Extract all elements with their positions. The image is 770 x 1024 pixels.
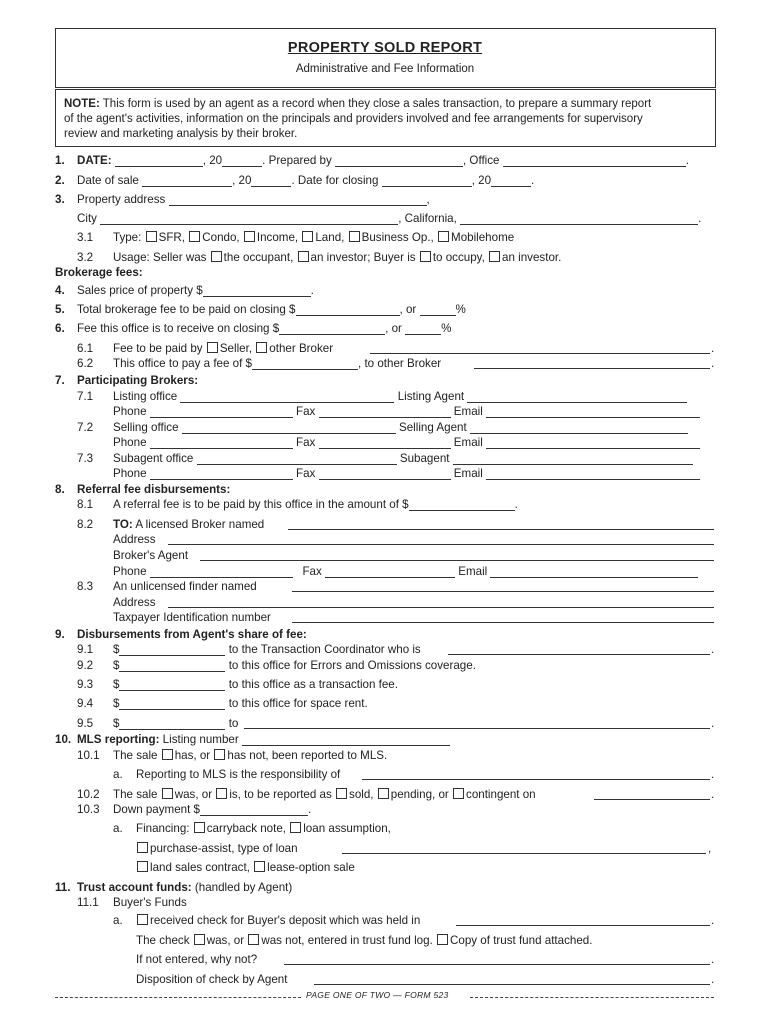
address-field[interactable] [168,533,714,545]
date-closing-field[interactable] [382,175,472,187]
subagent-field[interactable] [453,453,693,465]
eo-amount-field[interactable] [119,660,225,672]
space-rent-label: to this office for space rent. [228,697,368,710]
the-check-label: The check [136,934,190,947]
phone-label: Phone [113,467,147,480]
fax-label: Fax [296,436,316,449]
mls-heading: MLS reporting: [77,733,160,746]
item-number: 6.1 [77,342,94,355]
email-label: Email [453,405,483,418]
buyer-investor-checkbox[interactable] [489,251,500,262]
year-label: , 20 [471,174,492,187]
period: . [711,342,715,355]
referral-fee-line [113,498,518,511]
received-check-checkbox[interactable] [137,914,148,925]
form-subtitle: Administrative and Fee Information [295,63,475,75]
purchase-assist-line [136,842,298,855]
dollar-label: $ [113,678,120,691]
email-label: Email [453,467,483,480]
address-label: Address [113,596,156,609]
phone-label: Phone [113,405,147,418]
city-field[interactable] [100,213,398,225]
to-label: TO: [113,518,133,531]
email-field[interactable] [490,566,698,578]
period: . [310,284,314,297]
listing-office-field[interactable] [180,391,394,403]
if-not-entered-label: If not entered, why not? [136,953,258,966]
city-line [77,212,701,225]
investor-checkbox[interactable] [298,251,309,262]
email-field[interactable] [486,437,700,449]
received-check-label: received check for Buyer's deposit which was held in [150,914,421,927]
fax-label: Fax [296,405,316,418]
period: . [531,174,535,187]
brokers-agent-field[interactable] [200,549,714,561]
percent-label: % [455,303,466,316]
the-sale-label: The sale [113,788,158,801]
mls-reported-line [113,749,387,762]
sold-label: sold, [349,788,374,801]
check-was-checkbox[interactable] [194,934,205,945]
was-not-label: was not, entered in trust fund log. [261,934,433,947]
was-label: was, or [206,934,245,947]
note-line3: review and marketing analysis by their broker. [64,128,298,140]
date-field[interactable] [115,155,203,167]
usage-line [113,251,561,264]
business-checkbox[interactable] [349,231,360,242]
seller-label: Seller, [219,342,253,355]
header-box [55,28,716,88]
income-checkbox[interactable] [244,231,255,242]
fax-field[interactable] [319,468,451,480]
is-to-be-label: is, to be reported as [229,788,332,801]
item-number: 3.2 [77,251,94,264]
item-number: 9. [55,628,65,641]
disbursements-heading: Disbursements from Agent's share of fee: [77,628,307,641]
received-check-line [136,914,420,927]
occupant-checkbox[interactable] [211,251,222,262]
email-field[interactable] [486,468,700,480]
was-checkbox[interactable] [162,788,173,799]
period: . [711,788,715,801]
eo-line [113,659,476,672]
date-label: DATE: [77,154,112,167]
referral-heading: Referral fee disbursements: [77,483,231,496]
copy-attached-label: Copy of trust fund attached. [450,934,593,947]
period: . [711,914,715,927]
california-label: , California, [398,212,457,225]
to-label: to [228,717,239,730]
item-number: 10.2 [77,788,100,801]
type-label: Type: [113,231,142,244]
business-label: Business Op., [361,231,434,244]
sub-letter: a. [113,914,123,927]
percent-label: % [441,322,452,335]
fee-paid-by-label: Fee to be paid by [113,342,203,355]
check-entered-line [136,934,592,947]
income-label: Income, [256,231,299,244]
item-number: 7.1 [77,390,94,403]
listing-agent-field[interactable] [467,391,687,403]
office-fee-label: Fee this office is to receive on closing $ [77,322,280,335]
other-broker-checkbox[interactable] [256,342,267,353]
taxpayer-label: Taxpayer Identification number [113,611,271,624]
land-sales-line [136,861,355,874]
tx-fee-label: to this office as a transaction fee. [228,678,398,691]
office-fee-percent-field[interactable] [405,323,441,335]
to-other-broker-label: , to other Broker [358,357,442,370]
loan-assumption-checkbox[interactable] [290,822,301,833]
fax-label: Fax [302,565,322,578]
participating-heading: Participating Brokers: [77,374,199,387]
contingent-label: contingent on [466,788,536,801]
down-payment-line [113,803,311,816]
office-fee-field[interactable] [279,323,385,335]
eo-label: to this office for Errors and Omissions coverage. [228,659,476,672]
contact-line [113,565,698,578]
sales-price-label: Sales price of property $ [77,284,203,297]
unlicensed-label: An unlicensed finder named [113,580,257,593]
other-payee-field[interactable] [244,717,710,729]
item-number: 1. [55,154,65,167]
tc-label: to the Transaction Coordinator who is [228,643,421,656]
lease-option-label: lease-option sale [267,861,355,874]
fax-field[interactable] [319,406,451,418]
note-line1: This form is used by an agent as a record when they close a sales transaction, to prepare a summary report [102,98,652,110]
comma: , [426,193,430,206]
sales-price-field[interactable] [203,285,311,297]
period: . [711,717,715,730]
address-label: Address [113,533,156,546]
property-address-line [77,193,430,206]
fax-label: Fax [296,467,316,480]
period: . [711,643,715,656]
contingent-field[interactable] [594,788,710,800]
year-label: , 20 [232,174,252,187]
buyer-investor-label: an investor. [502,251,562,264]
sub-letter: a. [113,822,123,835]
other-broker-field[interactable] [370,342,710,354]
note-label: NOTE: [64,98,100,110]
item-number: 2. [55,174,65,187]
tx-fee-amount-field[interactable] [119,679,225,691]
copy-attached-checkbox[interactable] [437,934,448,945]
office-label: , Office [462,154,500,167]
note-text [64,97,651,142]
has-checkbox[interactable] [162,749,173,760]
phone-field[interactable] [150,406,293,418]
item-number: 10.1 [77,749,100,762]
pay-fee-field[interactable] [252,358,358,370]
land-label: Land, [315,231,345,244]
sub-letter: a. [113,768,123,781]
was-label: was, or [174,788,213,801]
year-field[interactable] [491,175,531,187]
item-number: 5. [55,303,65,316]
selling-agent-field[interactable] [470,422,688,434]
selling-office-line [113,421,688,434]
purchase-assist-label: purchase-assist, type of loan [150,842,298,855]
phone-field[interactable] [150,468,293,480]
item-number: 11.1 [77,896,99,909]
total-fee-line [77,303,466,316]
lease-option-checkbox[interactable] [254,861,265,872]
carryback-checkbox[interactable] [194,822,205,833]
unlicensed-field[interactable] [292,580,714,592]
phone-field[interactable] [150,437,293,449]
referral-fee-label: A referral fee is to be paid by this office in the amount of $ [113,498,409,511]
held-in-field[interactable] [456,914,710,926]
condo-label: Condo, [202,231,240,244]
form-title: PROPERTY SOLD REPORT [287,40,483,56]
subagent-office-field[interactable] [197,453,397,465]
item-number: 9.2 [77,659,94,672]
contingent-checkbox[interactable] [453,788,464,799]
why-not-field[interactable] [284,953,710,965]
listing-number-label: Listing number [162,733,239,746]
date-of-sale-field[interactable] [142,175,232,187]
period: . [711,357,715,370]
selling-office-field[interactable] [182,422,396,434]
dollar-label: $ [113,659,120,672]
taxpayer-field[interactable] [292,611,714,623]
period: . [514,498,518,511]
item-number: 7.3 [77,452,94,465]
year-label: , 20 [202,154,223,167]
item-number: 3. [55,193,65,206]
seller-checkbox[interactable] [207,342,218,353]
footer-text: PAGE ONE OF TWO — FORM 523 [306,990,449,1000]
item-number: 7. [55,374,65,387]
trust-line [77,881,292,894]
dollar-label: $ [113,717,120,730]
address-field[interactable] [168,596,714,608]
fax-field[interactable] [319,437,451,449]
prepared-by-label: . Prepared by [262,154,332,167]
item-number: 11. [55,881,71,894]
note-line2: of the agent's activities, information on the principals and providers involved and fee arrangements for supervisory [64,113,643,125]
space-rent-line [113,697,368,710]
total-fee-percent-field[interactable] [420,304,456,316]
phone-label: Phone [113,436,147,449]
total-fee-label: Total brokerage fee to be paid on closing $ [77,303,296,316]
other-broker-label: other Broker [269,342,334,355]
licensed-broker-label: A licensed Broker named [135,518,265,531]
period: . [308,803,312,816]
period: . [711,768,715,781]
pending-checkbox[interactable] [378,788,389,799]
email-field[interactable] [486,406,700,418]
land-checkbox[interactable] [302,231,313,242]
financing-line [136,822,391,835]
selling-agent-label: Selling Agent [399,421,467,434]
pending-label: pending, or [390,788,449,801]
reporting-mls-label: Reporting to MLS is the responsibility of [136,768,341,781]
other-disbursement-line [113,717,238,730]
date-closing-label: . Date for closing [291,174,379,187]
carryback-label: carryback note, [206,822,286,835]
check-was-not-checkbox[interactable] [248,934,259,945]
selling-office-label: Selling office [113,421,179,434]
item-number: 9.3 [77,678,94,691]
section-heading: Brokerage fees: [55,266,143,279]
item-number: 6.2 [77,357,94,370]
item-number: 9.1 [77,643,94,656]
listing-office-line [113,390,687,403]
licensed-broker-field[interactable] [288,518,714,530]
email-label: Email [458,565,488,578]
the-sale-label: The sale [113,749,158,762]
item-number: 8.2 [77,518,94,531]
dollar-label: $ [113,697,120,710]
phone-field[interactable] [150,566,293,578]
subagent-label: Subagent [399,452,450,465]
referral-fee-field[interactable] [409,499,515,511]
year-field[interactable] [251,175,291,187]
footer-rule-right [470,997,714,998]
to-occupy-checkbox[interactable] [420,251,431,262]
listing-office-label: Listing office [113,390,178,403]
item-number: 9.5 [77,717,94,730]
contact-line [113,436,700,449]
contact-line [113,467,700,480]
property-address-label: Property address [77,193,166,206]
city-label: City [77,212,97,225]
item-number: 8.1 [77,498,94,511]
tx-fee-line [113,678,398,691]
land-sales-label: land sales contract, [150,861,250,874]
prepared-by-field[interactable] [335,155,463,167]
property-address-field[interactable] [169,194,427,206]
mls-status-line [113,788,536,801]
loan-type-field[interactable] [342,842,706,854]
tc-amount-field[interactable] [119,644,225,656]
or-label: , or [399,303,417,316]
financing-label: Financing: [136,822,190,835]
item-number: 3.1 [77,231,94,244]
handled-label: (handled by Agent) [194,881,293,894]
subagent-office-label: Subagent office [113,452,194,465]
date-of-sale-label: Date of sale [77,174,139,187]
to-other-broker-field[interactable] [474,357,710,369]
item-number: 7.2 [77,421,94,434]
year-field[interactable] [222,155,262,167]
item-number: 10. [55,733,72,746]
sales-price-line [77,284,314,297]
date-of-sale-line [77,174,534,187]
buyers-funds-label: Buyer's Funds [113,896,187,909]
investor-label: an investor; Buyer is [310,251,416,264]
period: . [685,154,689,167]
total-fee-field[interactable] [296,304,400,316]
type-line [113,231,514,244]
usage-label: Usage: Seller was [113,251,207,264]
pay-fee-line [113,357,441,370]
item-number: 8.3 [77,580,94,593]
period: . [711,973,715,986]
comma: , [708,842,712,855]
disposition-field[interactable] [314,973,710,985]
disposition-label: Disposition of check by Agent [136,973,288,986]
or-label: , or [385,322,402,335]
footer-rule-left [55,997,301,998]
mobilehome-checkbox[interactable] [438,231,449,242]
loan-assumption-label: loan assumption, [303,822,391,835]
has-label: has, or [174,749,211,762]
tc-line [113,643,421,656]
phone-label: Phone [113,565,147,578]
sfr-checkbox[interactable] [146,231,157,242]
contact-line [113,405,700,418]
sfr-label: SFR, [158,231,186,244]
listing-agent-label: Listing Agent [397,390,465,403]
office-fee-line [77,322,451,335]
fax-field[interactable] [325,566,455,578]
down-payment-field[interactable] [200,804,308,816]
email-label: Email [453,436,483,449]
mobilehome-label: Mobilehome [451,231,515,244]
has-not-label: has not, been reported to MLS. [227,749,388,762]
item-number: 8. [55,483,65,496]
brokers-agent-label: Broker's Agent [113,549,189,562]
pay-fee-label: This office to pay a fee of $ [113,357,252,370]
subagent-office-line [113,452,693,465]
land-sales-checkbox[interactable] [137,861,148,872]
condo-checkbox[interactable] [189,231,200,242]
sold-checkbox[interactable] [336,788,347,799]
period: . [711,953,715,966]
office-field[interactable] [503,155,686,167]
zip-field[interactable] [460,213,698,225]
to-occupy-label: to occupy, [432,251,485,264]
has-not-checkbox[interactable] [214,749,225,760]
tc-name-field[interactable] [448,643,710,655]
item-number: 10.3 [77,803,100,816]
dollar-label: $ [113,643,120,656]
period: . [698,212,702,225]
item-number: 4. [55,284,65,297]
mls-line [77,733,450,746]
trust-heading: Trust account funds: [77,881,192,894]
purchase-assist-checkbox[interactable] [137,842,148,853]
item-number: 6. [55,322,65,335]
fee-paid-by-line [113,342,333,355]
licensed-broker-line [113,518,264,531]
other-amount-field[interactable] [119,718,225,730]
listing-number-field[interactable] [242,734,450,746]
is-checkbox[interactable] [216,788,227,799]
date-line [77,154,689,167]
space-rent-amount-field[interactable] [119,698,225,710]
item-number: 9.4 [77,697,94,710]
down-payment-label: Down payment $ [113,803,200,816]
occupant-label: the occupant, [223,251,294,264]
reporting-mls-field[interactable] [362,768,710,780]
